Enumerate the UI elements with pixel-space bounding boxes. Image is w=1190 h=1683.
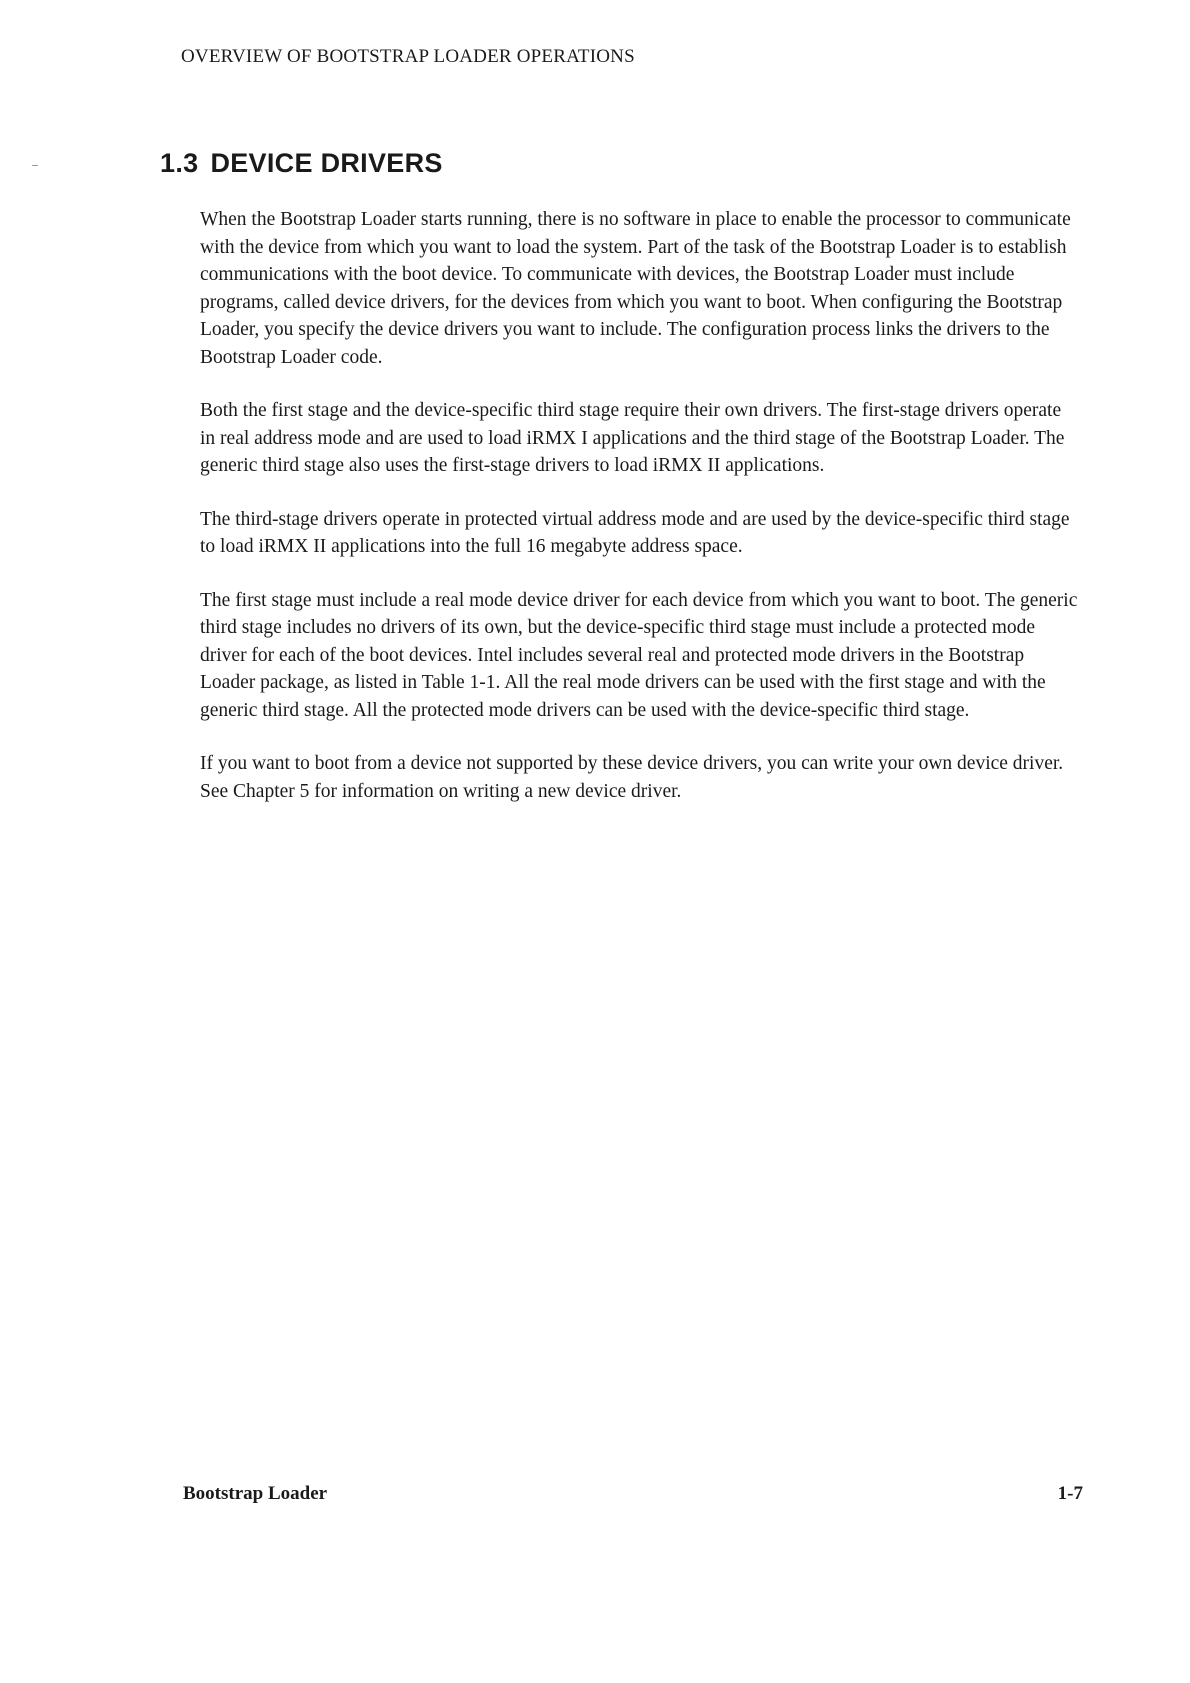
section-heading	[160, 148, 443, 179]
section-number: 1.3	[160, 148, 199, 178]
paragraph-1: When the Bootstrap Loader starts running, there is no software in place to enable the processor to communicate with the device from which you want to load the system. Part of the task of the Bootstrap Loader is to establish communications with the boot device. To communicate with devices, the Bootstrap Loader must include programs, called device drivers, for the devices from which you want to boot. When configuring the Bootstrap Loader, you specify the device drivers you want to include. The configuration process links the drivers to the Bootstrap Loader code.	[200, 209, 1071, 368]
paragraph-3: The third-stage drivers operate in protected virtual address mode and are used by the device-specific third stage to load iRMX II applications into the full 16 megabyte address space.	[200, 508, 1070, 557]
paragraph-4: The first stage must include a real mode device driver for each device from which you want to boot. The generic third stage includes no drivers of its own, but the device-specific third stage must include a protected mode driver for each of the boot devices. Intel includes several real and protected mode drivers in the Bootstrap Loader package, as listed in Table 1-1. All the real mode drivers can be used with the first stage and with the generic third stage. All the protected mode drivers can be used with the device-specific third stage.	[200, 589, 1078, 721]
paragraph-2: Both the first stage and the device-specific third stage require their own drivers. The first-stage drivers operate in real address mode and are used to load iRMX I applications and the third stage of the Bootstrap Loader. The generic third stage also uses the first-stage drivers to load iRMX II applications.	[200, 400, 1065, 476]
page-footer	[183, 1483, 1083, 1505]
paragraph-5: If you want to boot from a device not supported by these device drivers, you can write your own device driver. See Chapter 5 for information on writing a new device driver.	[200, 753, 1064, 802]
margin-mark	[32, 165, 38, 166]
footer-page-number: 1-7	[1057, 1483, 1083, 1504]
section-title: DEVICE DRIVERS	[210, 148, 443, 178]
running-header: OVERVIEW OF BOOTSTRAP LOADER OPERATIONS	[181, 46, 635, 67]
footer-book-title: Bootstrap Loader	[183, 1483, 328, 1504]
body-text	[200, 206, 1080, 831]
